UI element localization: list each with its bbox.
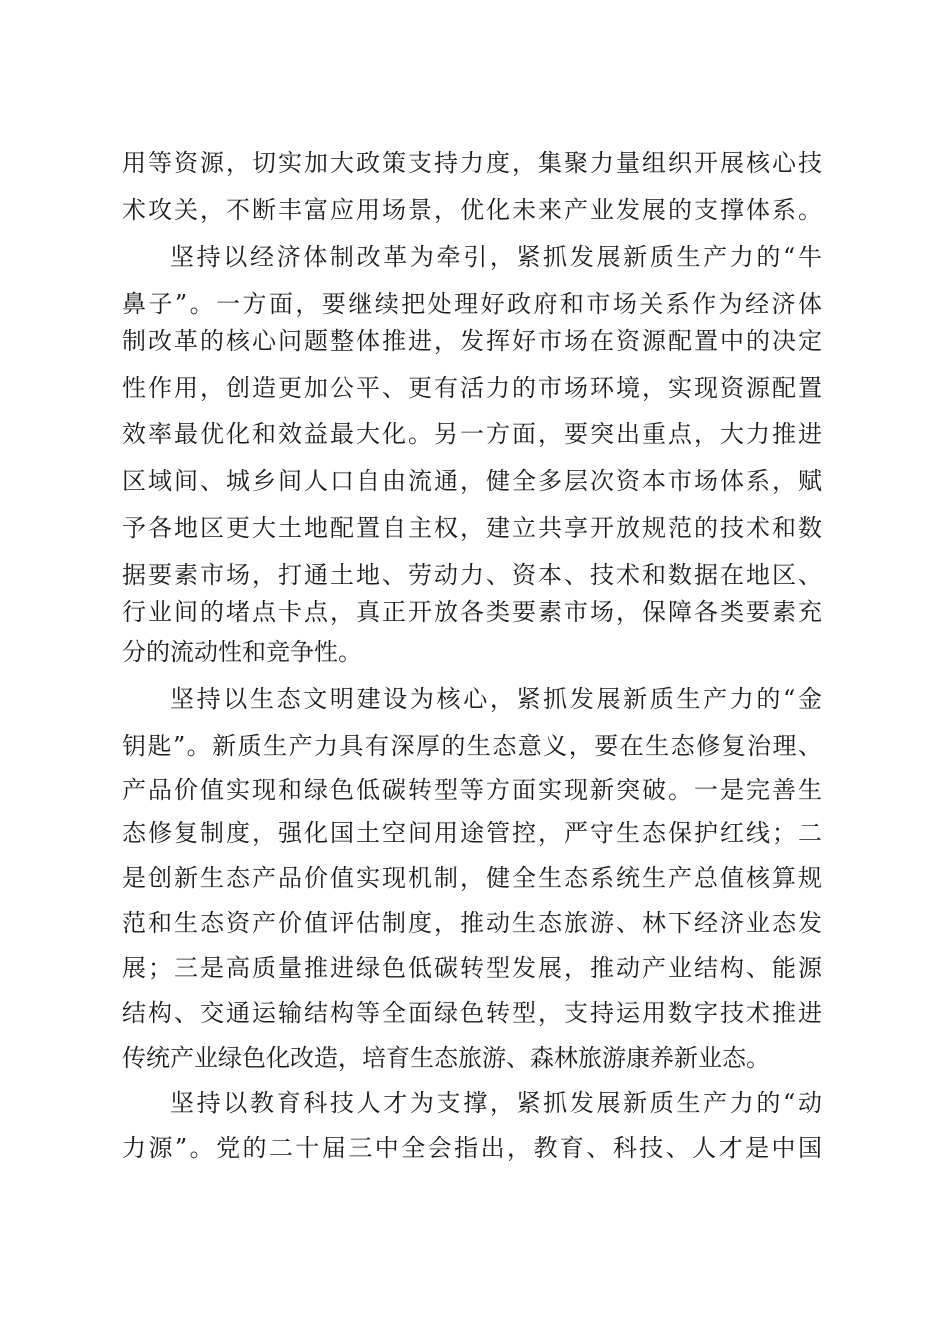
text-line: 术攻关，不断丰富应用场景，优化未来产业发展的支撑体系。 xyxy=(122,196,822,224)
text-line: 是创新生态产品价值实现机制，健全生态系统生产总值核算规 xyxy=(122,864,822,892)
text-line: 钥匙”。新质生产力具有深厚的生态意义，要在生态修复治理、 xyxy=(122,732,822,760)
text-line: 范和生态资产价值评估制度，推动生态旅游、林下经济业态发 xyxy=(122,909,822,937)
text-line: 产品价值实现和绿色低碳转型等方面实现新突破。一是完善生 xyxy=(122,776,822,804)
text-line: 力源”。党的二十届三中全会指出，教育、科技、人才是中国 xyxy=(122,1134,822,1162)
text-line: 据要素市场，打通土地、劳动力、资本、技术和数据在地区、 xyxy=(122,561,822,589)
text-line: 展；三是高质量推进绿色低碳转型发展，推动产业结构、能源 xyxy=(122,954,822,982)
text-line: 区域间、城乡间人口自由流通，健全多层次资本市场体系，赋 xyxy=(122,467,822,495)
text-line: 传统产业绿色化改造，培育生态旅游、森林旅游康养新业态。 xyxy=(122,1044,770,1072)
text-line: 分的流动性和竞争性。 xyxy=(122,638,362,666)
text-line: 效率最优化和效益最大化。另一方面，要突出重点，大力推进 xyxy=(122,420,822,448)
paragraph-start-line: 坚持以教育科技人才为支撑，紧抓发展新质生产力的“动 xyxy=(170,1089,822,1117)
text-line: 予各地区更大土地配置自主权，建立共享开放规范的技术和数 xyxy=(122,514,822,542)
text-line: 态修复制度，强化国土空间用途管控，严守生态保护红线；二 xyxy=(122,819,822,847)
text-line: 结构、交通运输结构等全面绿色转型，支持运用数字技术推进 xyxy=(122,999,822,1027)
text-line: 行业间的堵点卡点，真正开放各类要素市场，保障各类要素充 xyxy=(122,598,822,626)
text-line: 制改革的核心问题整体推进，发挥好市场在资源配置中的决定 xyxy=(122,327,822,355)
paragraph-start-line: 坚持以生态文明建设为核心，紧抓发展新质生产力的“金 xyxy=(170,685,822,713)
paragraph-start-line: 坚持以经济体制改革为牵引，紧抓发展新质生产力的“牛 xyxy=(170,243,822,271)
text-line: 鼻子”。一方面，要继续把处理好政府和市场关系作为经济体 xyxy=(122,290,822,318)
text-line: 性作用，创造更加公平、更有活力的市场环境，实现资源配置 xyxy=(122,374,822,402)
text-line: 用等资源，切实加大政策支持力度，集聚力量组织开展核心技 xyxy=(122,149,822,177)
